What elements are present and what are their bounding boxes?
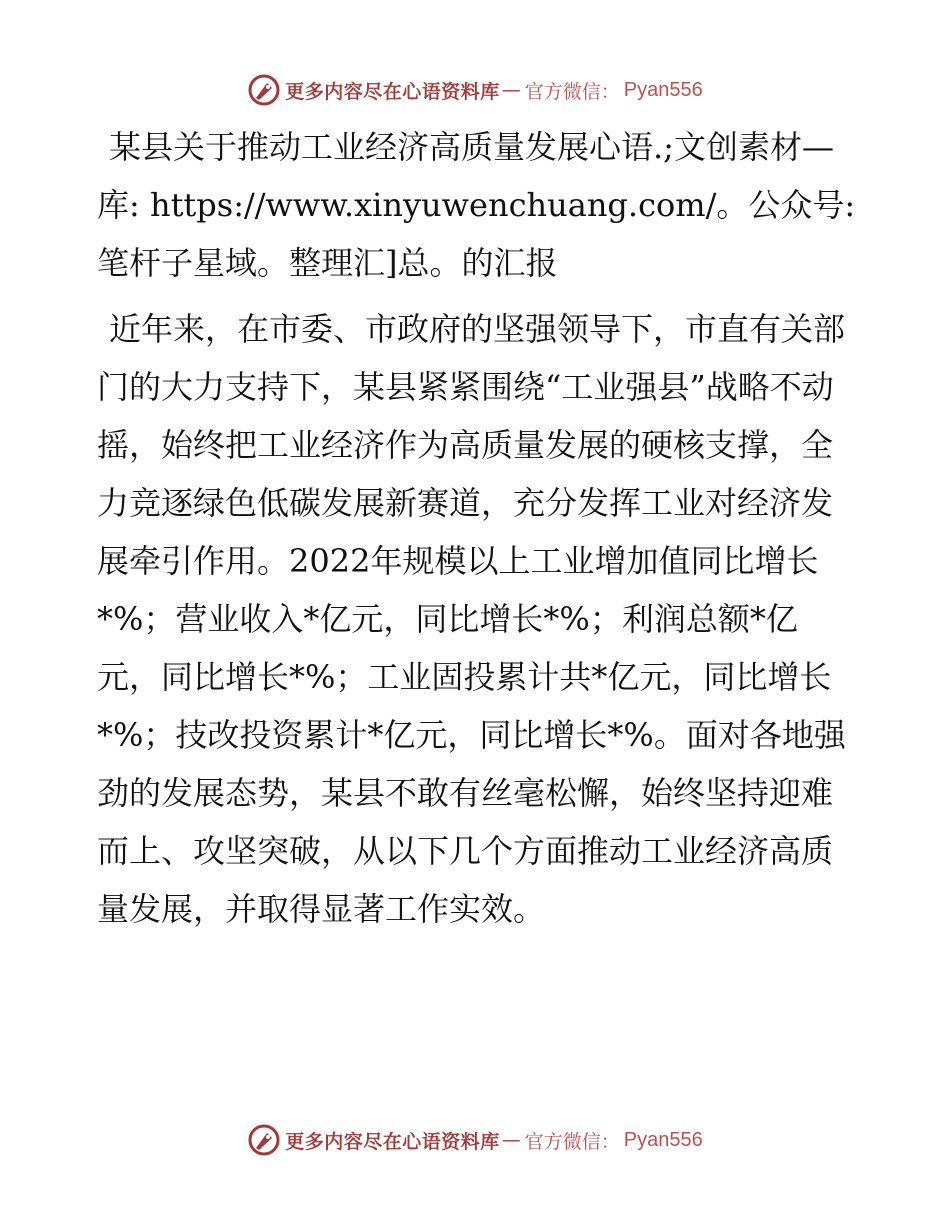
banner-wechat-label: 官方微信： — [524, 1130, 620, 1153]
pen-nib-logo-icon — [247, 73, 281, 107]
banner-account: Pyan556 — [623, 1128, 703, 1151]
banner-brand-text: 更多内容尽在心语资料库 — [285, 80, 500, 103]
document-paragraph: 近年来，在市委、市政府的坚强领导下，市直有关部门的大力支持下，某县紧紧围绕“工业强县”战略不动摇，始终把工业经济作为高质量发展的硬核支撑，全力竞逐绿色低碳发展新赛道，充分发挥工业对经济发展牵引作用。2022年规模以上工业增加值同比增长*%；营业收入*亿元，同比增长*%；利润总额*亿元，同比增长*%；工业固投累计共*亿元，同比增长*%；技改投资累计*亿元，同比增长*%。面对各地强劲的发展态势，某县不敢有丝毫松懈，始终坚持迎难而上、攻坚突破，从以下几个方面推动工业经济高质量发展，并取得显著工作实效。 — [97, 310, 846, 928]
document-body — [97, 118, 857, 946]
footer-banner — [0, 1120, 950, 1160]
pen-nib-logo-icon — [247, 1123, 281, 1157]
banner-separator: — — [501, 79, 521, 101]
banner-wechat-label: 官方微信： — [524, 80, 620, 103]
banner-brand-text: 更多内容尽在心语资料库 — [285, 1130, 500, 1153]
banner-account: Pyan556 — [623, 78, 703, 101]
banner-separator: — — [501, 1129, 521, 1151]
document-title: 某县关于推动工业经济高质量发展心语.;文创素材—库: https://www.xinyuwenchuang.com/。公众号: 笔杆子星域。整理汇]总。的汇报 — [97, 128, 856, 282]
header-banner — [0, 70, 950, 110]
